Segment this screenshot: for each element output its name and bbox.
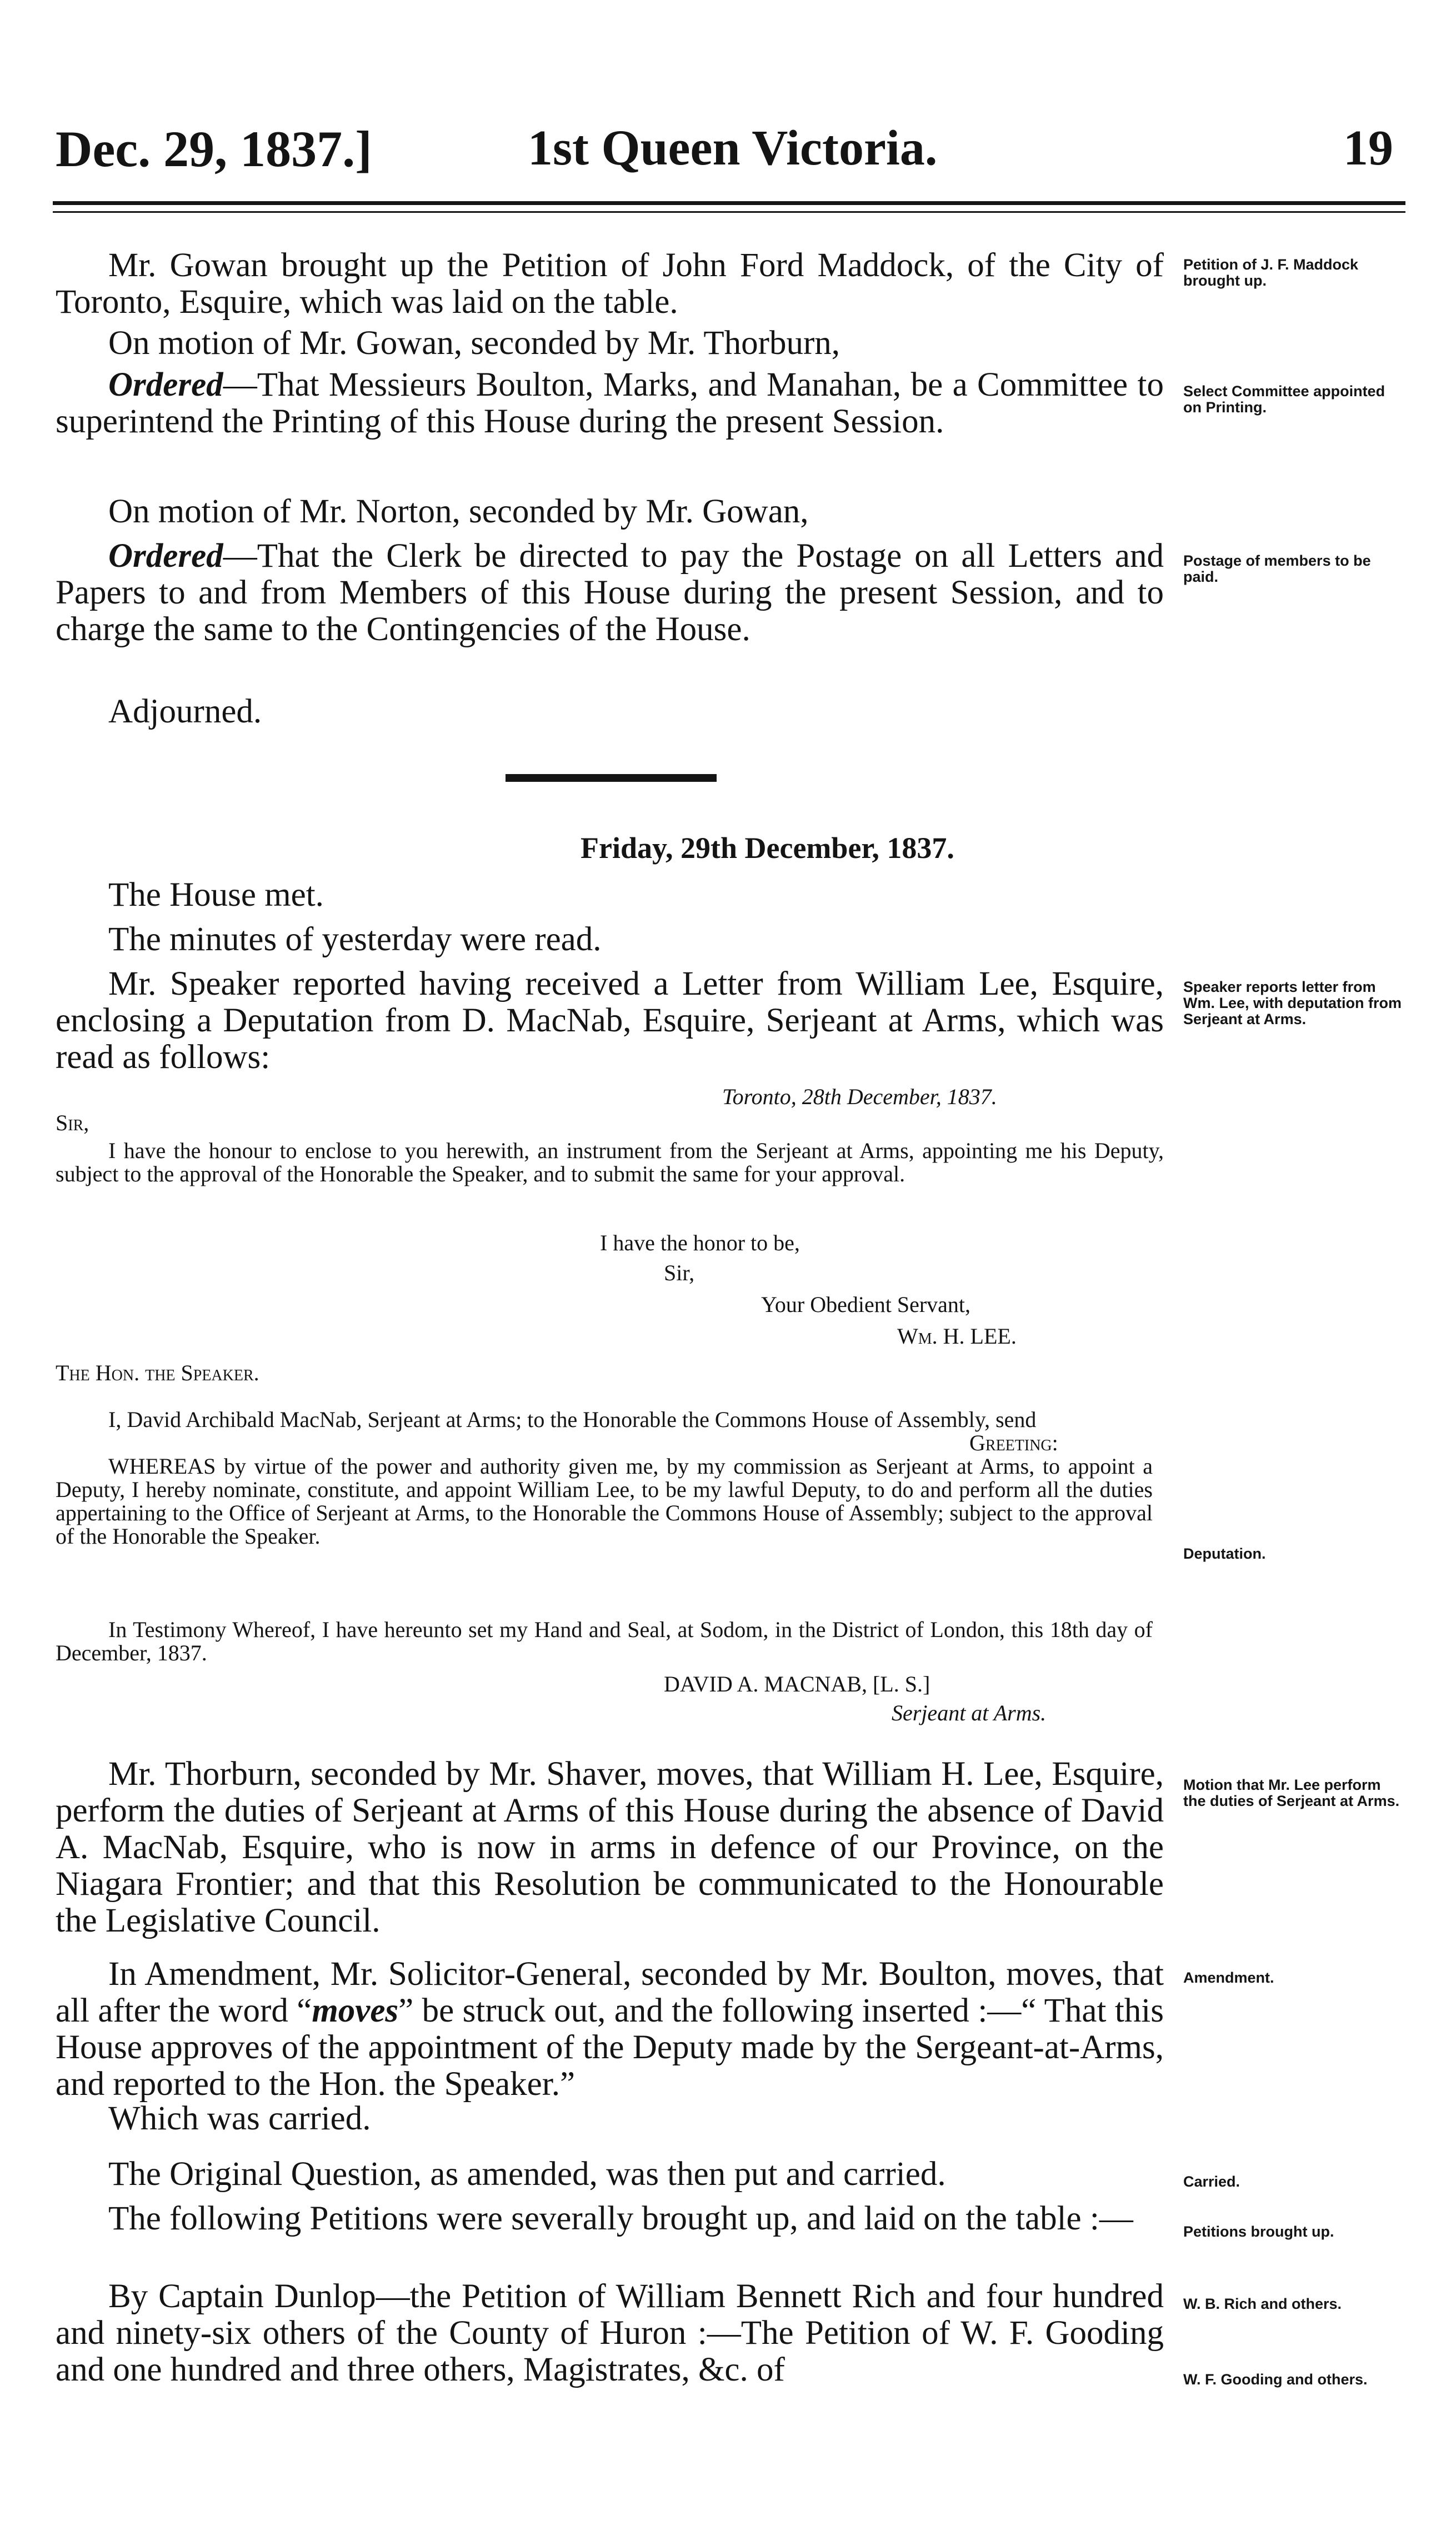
paragraph-motion-gowan: On motion of Mr. Gowan, seconded by Mr. Thorburn, bbox=[108, 325, 840, 362]
paragraph-ordered-committee bbox=[56, 367, 1164, 440]
letter-closing-1: I have the honor to be, bbox=[600, 1230, 800, 1255]
header-rule-thick bbox=[53, 201, 1405, 205]
ordered-label: Ordered bbox=[108, 366, 223, 403]
margin-note-amendment: Amendment. bbox=[1183, 1969, 1274, 1986]
letter-place-date: Toronto, 28th December, 1837. bbox=[722, 1084, 997, 1109]
margin-note-postage: Postage of members to be paid. bbox=[1183, 552, 1371, 585]
paragraph-ordered-postage bbox=[56, 538, 1164, 648]
deputation-greeting: Greeting: bbox=[969, 1430, 1058, 1455]
amendment-text-b: ” be struck out, and the following inserted :—“ That this House approves of the appointment of the Deputy made by the Sergeant-at-Arms, and reported to the Hon. the Speaker.” bbox=[56, 1992, 1164, 2103]
paragraph-dunlop-petitions: By Captain Dunlop—the Petition of William Bennett Rich and four hundred and ninety-six others of the County of Huron :—The Petition of W. F. Gooding and one hundred and three others, Magistrates, &c. of bbox=[56, 2278, 1164, 2388]
letter-body: I have the honour to enclose to you herewith, an instrument from the Serjeant at Arms, appointing me his Deputy, subject to the approval of the Honorable the Speaker, and to submit the same for your approval. bbox=[56, 1138, 1164, 1186]
paragraph-maddock-petition: Mr. Gowan brought up the Petition of John Ford Maddock, of the City of Toronto, Esquire, which was laid on the table. bbox=[56, 247, 1164, 321]
deputation-title: Serjeant at Arms. bbox=[892, 1700, 1047, 1725]
letter-addressee: The Hon. the Speaker. bbox=[56, 1360, 259, 1385]
paragraph-amendment bbox=[56, 1956, 1164, 2103]
day-heading: Friday, 29th December, 1837. bbox=[581, 831, 954, 865]
ordered-committee-text: —That Messieurs Boulton, Marks, and Manahan, be a Committee to superintend the Printing of this House during the present Session. bbox=[56, 366, 1164, 440]
paragraph-house-met: The House met. bbox=[108, 876, 324, 914]
margin-note-rich: W. B. Rich and others. bbox=[1183, 2296, 1342, 2312]
header-rule-thin bbox=[53, 211, 1405, 213]
ordered-postage-text: —That the Clerk be directed to pay the Postage on all Letters and Papers to and from Members of this House during the present Session, and to charge the same to the Contingencies of the House. bbox=[56, 537, 1164, 648]
letter-signature: Wm. H. LEE. bbox=[897, 1324, 1017, 1349]
margin-note-carried: Carried. bbox=[1183, 2173, 1240, 2190]
paragraph-motion-norton: On motion of Mr. Norton, seconded by Mr. Gowan, bbox=[108, 493, 809, 530]
margin-note-gooding: W. F. Gooding and others. bbox=[1183, 2371, 1368, 2388]
deputation-signature: DAVID A. MACNAB, [L. S.] bbox=[664, 1671, 930, 1696]
header-title: 1st Queen Victoria. bbox=[528, 121, 938, 176]
letter-closing-2: Sir, bbox=[664, 1260, 695, 1285]
letter-salutation: Sir, bbox=[56, 1110, 89, 1135]
paragraph-speaker-report: Mr. Speaker reported having received a Letter from William Lee, Esquire, enclosing a Deputation from D. MacNab, Esquire, Serjeant at Arms, which was read as follows: bbox=[56, 965, 1164, 1076]
ordered-label: Ordered bbox=[108, 537, 223, 575]
margin-note-maddock: Petition of J. F. Maddock brought up. bbox=[1183, 256, 1359, 289]
paragraph-petitions-brought: The following Petitions were severally brought up, and laid on the table :— bbox=[108, 2200, 1133, 2237]
margin-note-petitions: Petitions brought up. bbox=[1183, 2223, 1334, 2240]
header-date: Dec. 29, 1837.] bbox=[56, 121, 372, 177]
paragraph-original-question: The Original Question, as amended, was then put and carried. bbox=[108, 2155, 946, 2193]
paragraph-which-carried: Which was carried. bbox=[108, 2100, 371, 2137]
margin-note-speaker-letter: Speaker reports letter from Wm. Lee, with deputation from Serjeant at Arms. bbox=[1183, 979, 1402, 1027]
paragraph-thorburn-motion: Mr. Thorburn, seconded by Mr. Shaver, moves, that William H. Lee, Esquire, perform the duties of Serjeant at Arms of this House during the absence of David A. MacNab, Esquire, who is now in arms in defence of our Province, on the Niagara Frontier; and that this Resolution be communicated to the Honourable the Legislative Council. bbox=[56, 1755, 1164, 1939]
paragraph-adjourned: Adjourned. bbox=[108, 693, 262, 730]
letter-closing-3: Your Obedient Servant, bbox=[761, 1292, 971, 1317]
deputation-whereas: WHEREAS by virtue of the power and authority given me, by my commission as Serjeant at Arms, to appoint a Deputy, I hereby nominate, constitute, and appoint William Lee, to be my lawful Deputy, to do and perform all the duties appertaining to the Office of Serjeant at Arms, to the Honorable the Commons House of Assembly; subject to the approval of the Honorable the Speaker. bbox=[56, 1454, 1153, 1549]
paragraph-minutes-read: The minutes of yesterday were read. bbox=[108, 921, 602, 958]
amendment-text-a: In Amendment, Mr. Solicitor-General, seconded by Mr. Boulton, moves, that all after the word “ bbox=[56, 1955, 1164, 2029]
margin-note-committee: Select Committee appointed on Printing. bbox=[1183, 383, 1385, 416]
deputation-opening: I, David Archibald MacNab, Serjeant at Arms; to the Honorable the Commons House of Assembly, send bbox=[108, 1407, 1037, 1432]
section-divider bbox=[506, 774, 717, 782]
margin-note-deputation: Deputation. bbox=[1183, 1545, 1266, 1562]
amendment-word: moves bbox=[312, 1992, 399, 2029]
page-number: 19 bbox=[1343, 121, 1393, 176]
margin-note-motion-lee: Motion that Mr. Lee perform the duties of Serjeant at Arms. bbox=[1183, 1777, 1400, 1809]
deputation-testimony: In Testimony Whereof, I have hereunto set my Hand and Seal, at Sodom, in the District of London, this 18th day of December, 1837. bbox=[56, 1617, 1153, 1665]
